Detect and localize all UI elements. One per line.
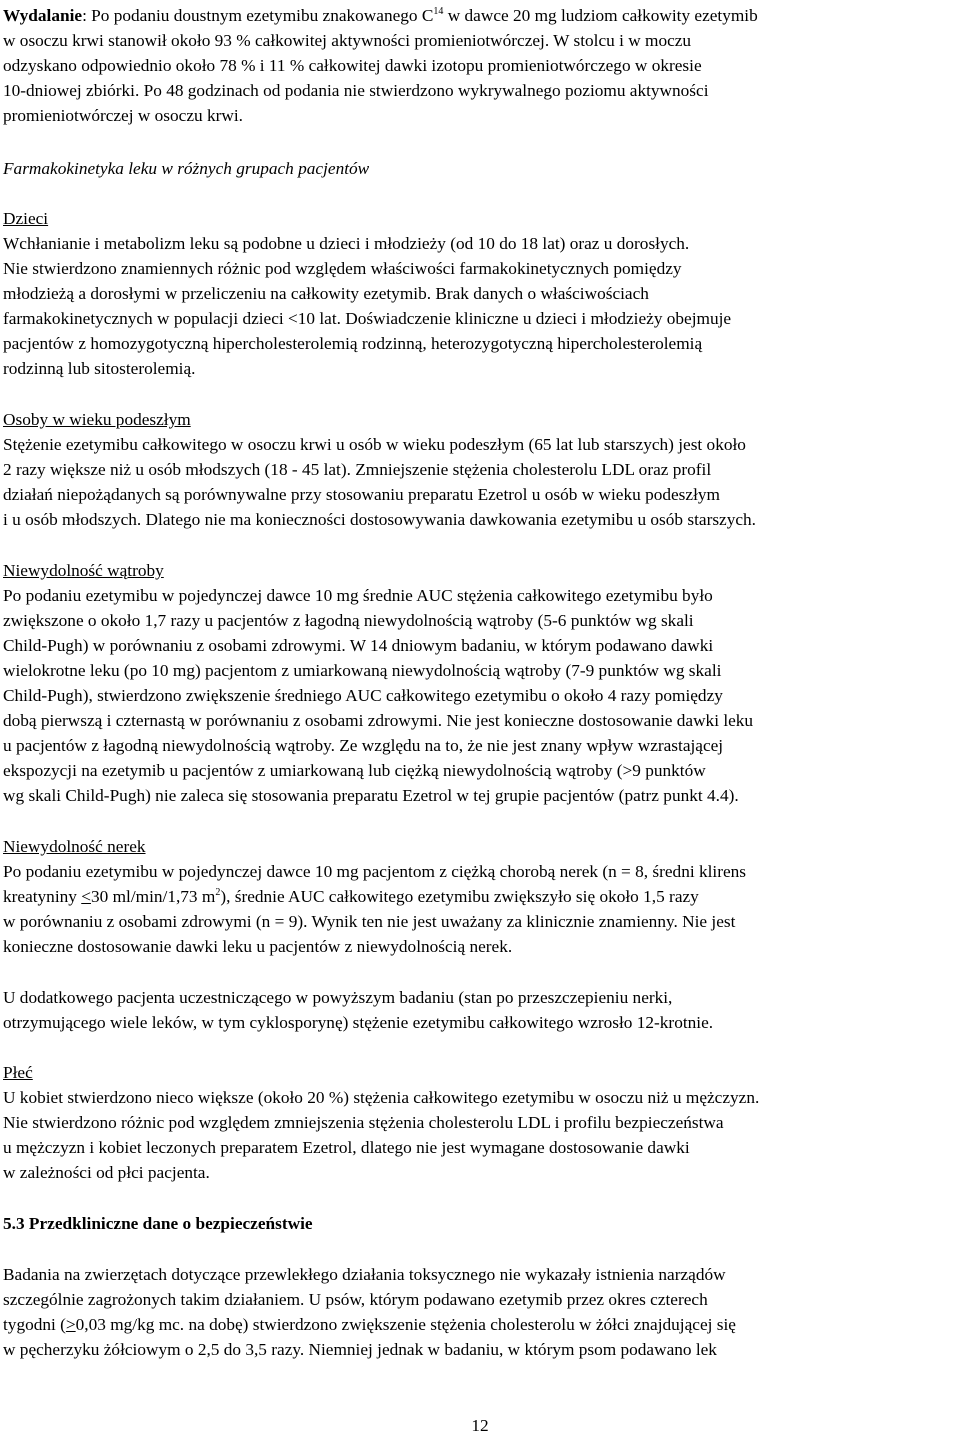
renal-text-c: ), średnie AUC całkowitego ezetymibu zwiększyło się około 1,5 razy (220, 887, 699, 906)
hepatic-heading: Niewydolność wątroby (3, 561, 164, 580)
less-equal-sign: < (81, 887, 91, 906)
excretion-line-5: promieniotwórczej w osoczu krwi. (3, 106, 243, 125)
elderly-line-2: 2 razy większe niż u osób młodszych (18 - 45 lat). Zmniejszenie stężenia cholesterolu LDL oraz profil (3, 460, 712, 479)
children-line-4: farmakokinetycznych w populacji dzieci <10 lat. Doświadczenie kliniczne u dzieci i młodzieży obejmuje (3, 309, 732, 328)
children-line-5: pacjentów z homozygotyczną hipercholesterolemią rodzinną, heterozygotyczną hipercholesterolemią (3, 334, 703, 353)
page-number: 12 (471, 1416, 489, 1435)
preclinical-heading: 5.3 Przedkliniczne dane o bezpieczeństwie (3, 1214, 313, 1233)
preclinical-line-3 (3, 1312, 736, 1337)
children-line-6: rodzinną lub sitosterolemią. (3, 359, 196, 378)
hepatic-line-6: dobą pierwszą i czternastą w porównaniu z osobami zdrowymi. Nie jest konieczne dostosowanie dawki leku (3, 711, 754, 730)
isotope-superscript: 14 (433, 6, 444, 17)
renal-text-b: 30 ml/min/1,73 m (90, 887, 216, 906)
children-line-2: Nie stwierdzono znamiennych różnic pod względem właściwości farmakokinetycznych pomiędzy (3, 259, 682, 278)
excretion-text-b: w dawce 20 mg ludziom całkowity ezetymib (443, 6, 758, 25)
gender-line-2: Nie stwierdzono różnic pod względem zmniejszenia stężenia cholesterolu LDL i profilu bezpieczeństwa (3, 1113, 724, 1132)
hepatic-line-3: Child-Pugh) w porównaniu z osobami zdrowymi. W 14 dniowym badaniu, w którym podawano dawki (3, 636, 714, 655)
excretion-label: Wydalanie (3, 6, 83, 25)
gender-line-4: w zależności od płci pacjenta. (3, 1163, 210, 1182)
renal-line-3: w porównaniu z osobami zdrowymi (n = 9). Wynik ten nie jest uważany za klinicznie znamienny. Nie jest (3, 912, 736, 931)
children-line-1: Wchłanianie i metabolizm leku są podobne u dzieci i młodzieży (od 10 do 18 lat) oraz u dorosłych. (3, 234, 690, 253)
hepatic-line-7: u pacjentów z łagodną niewydolnością wątroby. Ze względu na to, że nie jest znany wpływ wzrastającej (3, 736, 724, 755)
hepatic-line-4: wielokrotne leku (po 10 mg) pacjentom z umiarkowaną niewydolnością wątroby (7-9 punktów wg skali (3, 661, 722, 680)
squared-superscript: 2 (215, 887, 221, 898)
preclinical-line-4: w pęcherzyku żółciowym o 2,5 do 3,5 razy. Niemniej jednak w badaniu, w którym psom podawano lek (3, 1340, 717, 1359)
elderly-line-1: Stężenie ezetymibu całkowitego w osoczu krwi u osób w wieku podeszłym (65 lat lub starszych) jest około (3, 435, 746, 454)
preclinical-text-b: 0,03 mg/kg mc. na dobę) stwierdzono zwiększenie stężenia cholesterolu w żółci znajdującej się (75, 1315, 736, 1334)
excretion-line-2: w osoczu krwi stanowił około 93 % całkowitej aktywności promieniotwórczej. W stolcu i w moczu (3, 31, 692, 50)
children-heading: Dzieci (3, 209, 49, 228)
renal-extra-line-2: otrzymującego wiele leków, w tym cyklosporynę) stężenie ezetymibu całkowitego wzrosło 12-krotnie. (3, 1013, 714, 1032)
greater-equal-sign: > (65, 1315, 76, 1334)
gender-line-3: u mężczyzn i kobiet leczonych preparatem Ezetrol, dlatego nie jest wymagane dostosowanie dawki (3, 1138, 690, 1157)
excretion-line-4: 10-dniowej zbiórki. Po 48 godzinach od podania nie stwierdzono wykrywalnego poziomu aktywności (3, 81, 709, 100)
renal-line-4: konieczne dostosowanie dawki leku u pacjentów z niewydolnością nerek. (3, 937, 513, 956)
preclinical-line-2: szczególnie zagrożonych takim działaniem. U psów, którym podawano ezetymib przez okres czterech (3, 1290, 708, 1309)
excretion-text-a: : Po podaniu doustnym ezetymibu znakowanego C (82, 6, 434, 25)
hepatic-line-5: Child-Pugh), stwierdzono zwiększenie średniego AUC całkowitego ezetymibu o około 4 razy pomiędzy (3, 686, 723, 705)
excretion-line-1 (3, 3, 758, 28)
preclinical-line-1: Badania na zwierzętach dotyczące przewlekłego działania toksycznego nie wykazały istnienia narządów (3, 1265, 726, 1284)
hepatic-line-9: wg skali Child-Pugh) nie zaleca się stosowania preparatu Ezetrol w tej grupie pacjentów (patrz punkt 4.4). (3, 786, 739, 805)
elderly-line-3: działań niepożądanych są porównywalne przy stosowaniu preparatu Ezetrol u osób w wieku podeszłym (3, 485, 720, 504)
elderly-line-4: i u osób młodszych. Dlatego nie ma konieczności dostosowywania dawkowania ezetymibu u osób starszych. (3, 510, 757, 529)
renal-extra-line-1: U dodatkowego pacjenta uczestniczącego w powyższym badaniu (stan po przeszczepieniu nerki, (3, 988, 673, 1007)
preclinical-text-a: tygodni ( (3, 1315, 66, 1334)
hepatic-line-2: zwiększone o około 1,7 razy u pacjentów z łagodną niewydolnością wątroby (5-6 punktów wg skali (3, 611, 694, 630)
children-line-3: młodzieżą a dorosłymi w przeliczeniu na całkowity ezetymib. Brak danych o właściwościach (3, 284, 649, 303)
gender-heading: Płeć (3, 1063, 33, 1082)
hepatic-line-1: Po podaniu ezetymibu w pojedynczej dawce 10 mg średnie AUC stężenia całkowitego ezetymibu było (3, 586, 713, 605)
excretion-line-3: odzyskano odpowiednio około 78 % i 11 % całkowitej dawki izotopu promieniotwórczego w okresie (3, 56, 702, 75)
elderly-heading: Osoby w wieku podeszłym (3, 410, 191, 429)
renal-line-2 (3, 884, 699, 909)
hepatic-line-8: ekspozycji na ezetymib u pacjentów z umiarkowaną lub ciężką niewydolnością wątroby (>9 punktów (3, 761, 706, 780)
renal-line-1: Po podaniu ezetymibu w pojedynczej dawce 10 mg pacjentom z ciężką chorobą nerek (n = 8, średni klirens (3, 862, 746, 881)
renal-text-a: kreatyniny (3, 887, 82, 906)
section-title: Farmakokinetyka leku w różnych grupach pacjentów (3, 159, 370, 178)
renal-heading: Niewydolność nerek (3, 837, 146, 856)
gender-line-1: U kobiet stwierdzono nieco większe (około 20 %) stężenia całkowitego ezetymibu w osoczu niż u mężczyzn. (3, 1088, 760, 1107)
